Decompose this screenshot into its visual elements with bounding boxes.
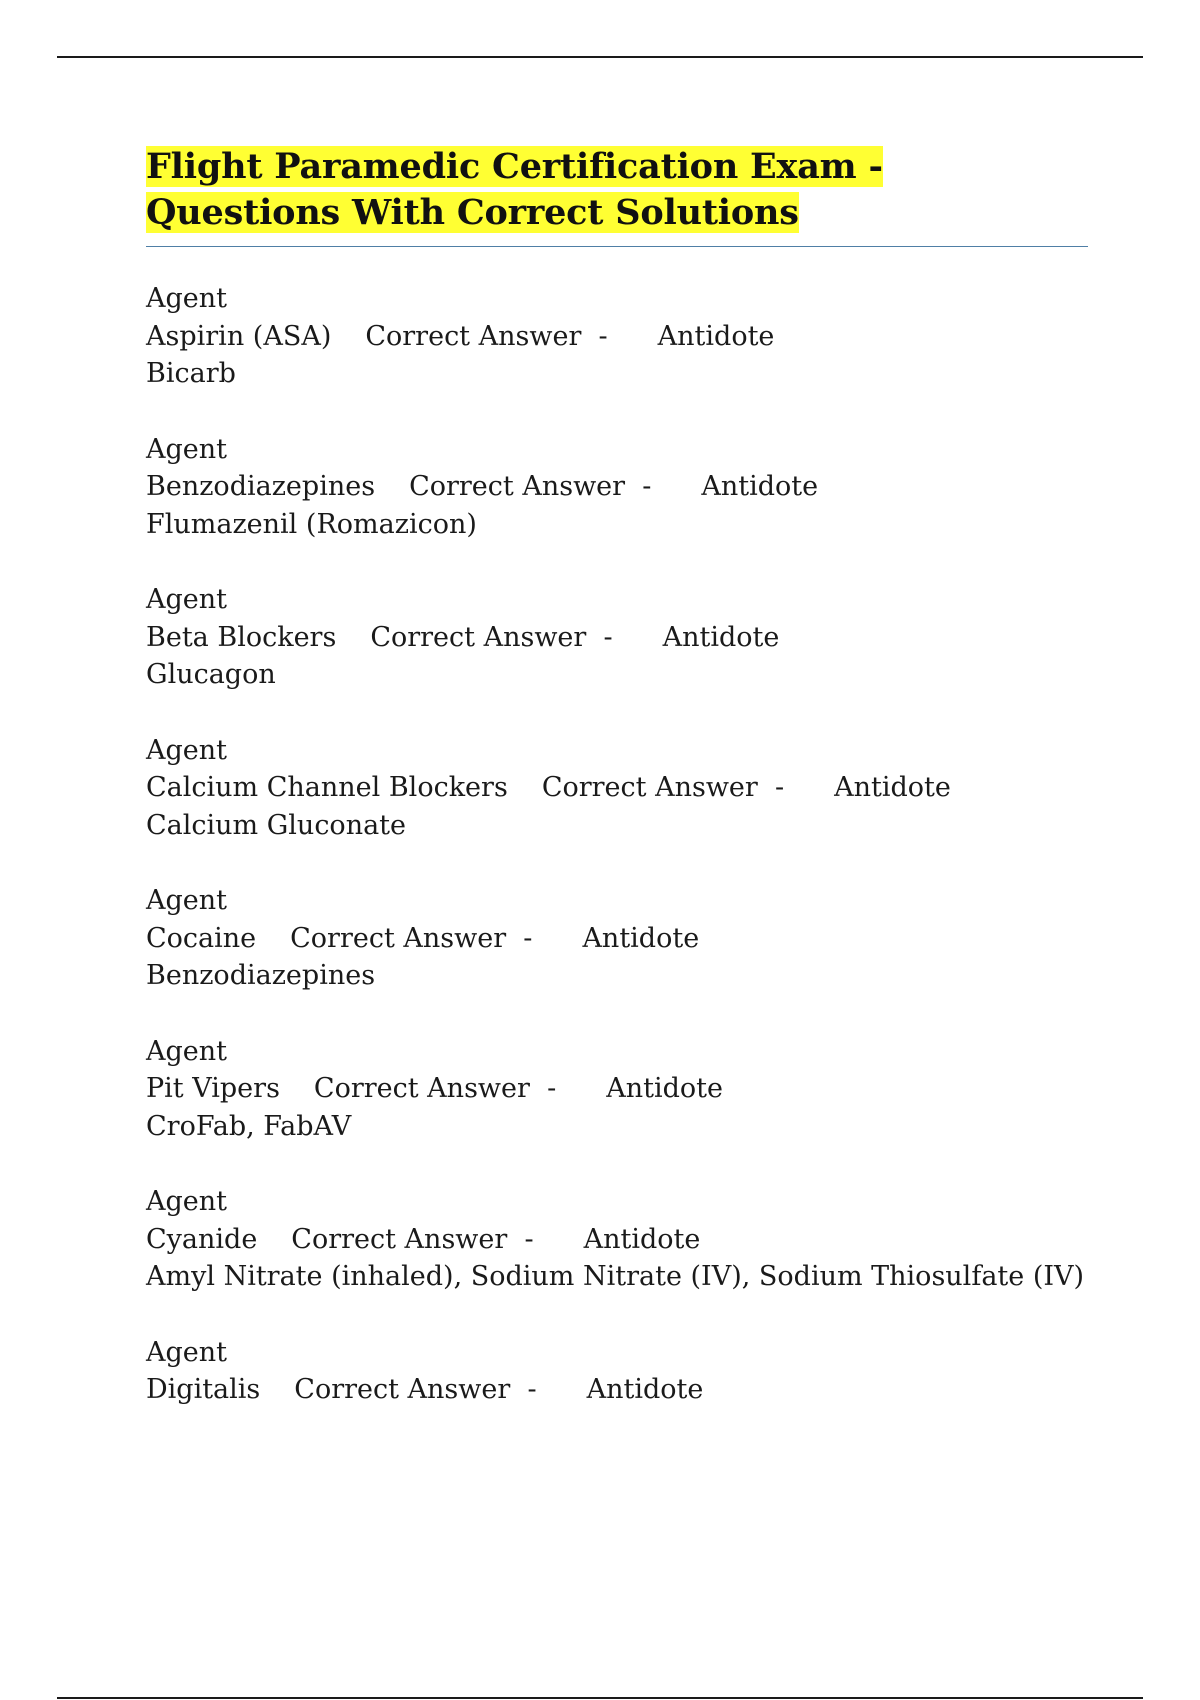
question-line — [146, 318, 1088, 356]
antidote-name: Benzodiazepines — [146, 960, 376, 991]
antidote-label: Antidote — [701, 471, 819, 502]
qa-item — [146, 431, 1088, 544]
correct-answer-label: Correct Answer - — [409, 471, 652, 502]
correct-answer-label: Correct Answer - — [365, 320, 608, 352]
agent-label: Agent — [146, 1186, 227, 1217]
correct-answer-label: Correct Answer - — [370, 621, 613, 653]
antidote-name: Bicarb — [146, 358, 236, 389]
agent-name: Digitalis — [146, 1374, 261, 1405]
agent-label: Agent — [146, 433, 227, 465]
agent-name: Pit Vipers — [146, 1073, 280, 1104]
antidote-label: Antidote — [582, 922, 700, 954]
question-line — [146, 468, 1088, 506]
agent-label: Agent — [146, 885, 227, 916]
question-line — [146, 619, 1088, 657]
agent-name: Calcium Channel Blockers — [146, 772, 508, 803]
question-line — [146, 1070, 1088, 1108]
agent-label: Agent — [146, 1035, 227, 1067]
agent-label: Agent — [146, 584, 227, 615]
antidote-label: Antidote — [586, 1374, 704, 1405]
qa-list — [146, 280, 1088, 1409]
qa-item — [146, 1334, 1088, 1409]
correct-answer-label: Correct Answer - — [313, 1073, 557, 1104]
antidote-name: CroFab, FabAV — [146, 1110, 352, 1142]
qa-item — [146, 581, 1088, 694]
antidote-label: Antidote — [583, 1223, 701, 1255]
agent-label: Agent — [146, 1336, 227, 1368]
correct-answer-label: Correct Answer - — [291, 1223, 534, 1255]
antidote-label: Antidote — [834, 772, 951, 803]
document-title — [146, 144, 1088, 236]
antidote-name: Flumazenil (Romazicon) — [146, 508, 477, 540]
correct-answer-label: Correct Answer - — [290, 922, 533, 954]
correct-answer-label: Correct Answer - — [294, 1374, 537, 1405]
document-body — [146, 144, 1088, 1447]
qa-item — [146, 280, 1088, 393]
agent-label: Agent — [146, 283, 227, 314]
agent-name: Cocaine — [146, 922, 257, 954]
agent-name: Benzodiazepines — [146, 471, 376, 502]
antidote-label: Antidote — [657, 320, 775, 352]
title-underline — [146, 246, 1088, 247]
page-bottom-rule — [57, 1697, 1143, 1699]
antidote-name: Amyl Nitrate (inhaled), Sodium Nitrate (IV), Sodium Thiosulfate (IV) — [146, 1261, 1085, 1292]
question-line — [146, 1371, 1088, 1409]
antidote-name: Calcium Gluconate — [146, 809, 407, 841]
agent-name: Aspirin (ASA) — [146, 320, 332, 352]
page-top-rule — [57, 56, 1143, 58]
qa-item — [146, 1183, 1088, 1296]
correct-answer-label: Correct Answer - — [541, 772, 785, 803]
antidote-label: Antidote — [662, 621, 780, 653]
document-title-text: Flight Paramedic Certification Exam - Questions With Correct Solutions — [146, 146, 883, 233]
antidote-name: Glucagon — [146, 659, 276, 690]
question-line — [146, 920, 1088, 958]
antidote-label: Antidote — [606, 1073, 723, 1104]
agent-name: Beta Blockers — [146, 621, 337, 653]
agent-label: Agent — [146, 734, 227, 766]
qa-item — [146, 882, 1088, 995]
qa-item — [146, 732, 1088, 845]
agent-name: Cyanide — [146, 1223, 258, 1255]
question-line — [146, 1221, 1088, 1259]
question-line — [146, 769, 1088, 807]
qa-item — [146, 1033, 1088, 1146]
